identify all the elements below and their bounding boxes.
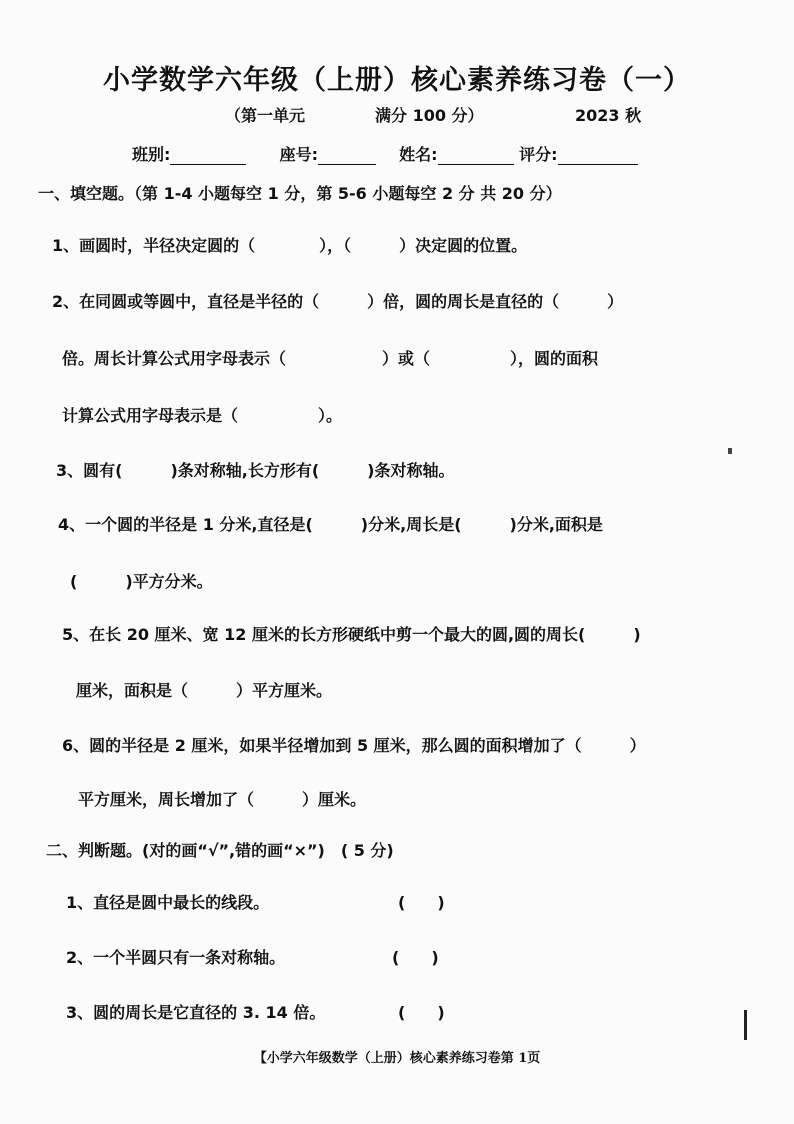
score-field[interactable]	[558, 148, 638, 165]
name-label: 姓名:	[399, 145, 438, 164]
full-score-label: 满分 100 分）	[375, 106, 484, 125]
tf-answer-3[interactable]: ( )	[398, 1003, 445, 1022]
tf-answer-2[interactable]: ( )	[392, 948, 439, 967]
tf-answer-1[interactable]: ( )	[398, 893, 445, 912]
tf-question-2	[66, 945, 285, 968]
question-5-line-2: 厘米，面积是（ ）平方厘米。	[76, 681, 333, 700]
tf-question-2-text: 2、一个半圆只有一条对称轴。	[66, 948, 286, 967]
score-label: 评分:	[519, 145, 558, 164]
page-footer: 【小学六年级数学（上册）核心素养练习卷第 1页	[253, 1051, 541, 1066]
class-label: 班别:	[132, 145, 171, 164]
tf-question-1-text: 1、直径是圆中最长的线段。	[66, 893, 270, 912]
question-2-line-1: 2、在同圆或等圆中，直径是半径的（ ）倍，圆的周长是直径的（ ）	[52, 292, 624, 311]
question-3: 3、圆有( )条对称轴,长方形有( )条对称轴。	[56, 461, 455, 480]
scan-mark	[744, 1010, 747, 1040]
question-1: 1、画圆时，半径决定圆的（ ），（ ）决定圆的位置。	[52, 236, 528, 255]
scan-speck	[728, 448, 732, 454]
student-info-line	[132, 142, 638, 165]
tf-question-3-text: 3、圆的周长是它直径的 3. 14 倍。	[66, 1003, 326, 1022]
question-6-line-1: 6、圆的半径是 2 厘米，如果半径增加到 5 厘米，那么圆的面积增加了（ ）	[62, 736, 646, 755]
seat-field[interactable]	[318, 148, 376, 165]
seat-label: 座号:	[279, 145, 318, 164]
unit-label: （第一单元	[225, 106, 306, 125]
question-4-line-1: 4、一个圆的半径是 1 分米,直径是( )分米,周长是( )分米,面积是	[58, 515, 603, 534]
page-title: 小学数学六年级（上册）核心素养练习卷（一）	[103, 65, 691, 96]
question-2-line-2: 倍。周长计算公式用字母表示（ ）或（ ），圆的面积	[62, 349, 599, 368]
tf-question-1	[66, 890, 269, 913]
term-label: 2023 秋	[575, 106, 642, 125]
class-field[interactable]	[170, 148, 246, 165]
subtitle	[225, 103, 641, 126]
name-field[interactable]	[438, 148, 514, 165]
question-6-line-2: 平方厘米，周长增加了（ ）厘米。	[78, 790, 367, 809]
question-4-line-2: ( )平方分米。	[70, 572, 213, 591]
section-true-false-title: 二、判断题。(对的画“√”,错的画“×”) ( 5 分)	[46, 841, 394, 860]
tf-question-3	[66, 1000, 325, 1023]
section-fill-in-title: 一、填空题。（第 1-4 小题每空 1 分，第 5-6 小题每空 2 分 共 20 分）	[38, 184, 562, 203]
question-5-line-1: 5、在长 20 厘米、宽 12 厘米的长方形硬纸中剪一个最大的圆,圆的周长( )	[62, 625, 641, 644]
question-2-line-3: 计算公式用字母表示是（ ）。	[62, 406, 343, 425]
